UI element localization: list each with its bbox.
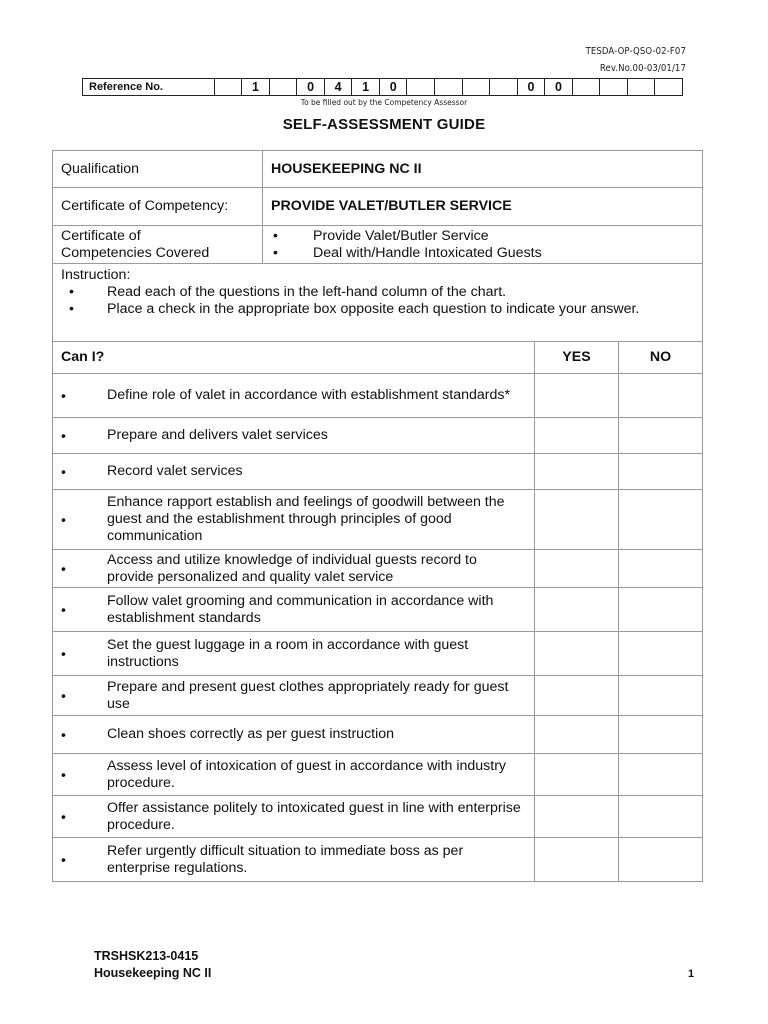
- revision-number: Rev.No.00-03/01/17: [599, 63, 686, 74]
- competencies-row: [53, 226, 703, 264]
- self-assessment-table: [52, 150, 703, 882]
- question-row: [53, 716, 703, 754]
- question-cell: [53, 676, 535, 716]
- bullet-icon: •: [61, 427, 66, 443]
- question-row: [53, 676, 703, 716]
- no-header: NO: [619, 342, 703, 374]
- checklist-body: [53, 374, 703, 882]
- yes-header: YES: [535, 342, 619, 374]
- no-checkbox-cell[interactable]: [619, 716, 703, 754]
- yes-checkbox-cell[interactable]: [535, 374, 619, 418]
- yes-checkbox-cell[interactable]: [535, 838, 619, 882]
- no-checkbox-cell[interactable]: [619, 754, 703, 796]
- document-code: TESDA-OP-QSO-02-F07: [585, 46, 686, 57]
- qualification-row: [53, 151, 703, 188]
- reference-number-table: [82, 78, 683, 96]
- competencies-list: [263, 226, 703, 264]
- bullet-icon: •: [61, 463, 66, 479]
- instruction-cell: [53, 264, 703, 342]
- yes-checkbox-cell[interactable]: [535, 418, 619, 454]
- yes-checkbox-cell[interactable]: [535, 632, 619, 676]
- can-i-header: Can I?: [53, 342, 535, 374]
- question-cell: [53, 796, 535, 838]
- reference-digit-cell[interactable]: 0: [297, 79, 325, 96]
- question-text: Prepare and present guest clothes appropriately ready for guest use: [107, 678, 509, 712]
- yes-checkbox-cell[interactable]: [535, 796, 619, 838]
- reference-digit-cell[interactable]: [269, 79, 297, 96]
- question-row: [53, 374, 703, 418]
- question-cell: [53, 454, 535, 490]
- no-checkbox-cell[interactable]: [619, 676, 703, 716]
- reference-digit-cell[interactable]: [572, 79, 600, 96]
- question-text: Enhance rapport establish and feelings of goodwill between the guest and the establishment through principles of good communication: [107, 494, 505, 544]
- competencies-label-line1: Certificate of: [61, 227, 141, 244]
- competency-item: • Provide Valet/Butler Service: [263, 228, 694, 245]
- yes-checkbox-cell[interactable]: [535, 550, 619, 588]
- qualification-value: HOUSEKEEPING NC II: [263, 151, 703, 188]
- reference-digit-cell[interactable]: 0: [517, 79, 545, 96]
- bullet-icon: •: [61, 645, 66, 661]
- instruction-heading: Instruction:: [61, 267, 131, 283]
- bullet-icon: •: [61, 808, 66, 824]
- question-row: [53, 588, 703, 632]
- reference-digit-cell[interactable]: 0: [545, 79, 573, 96]
- question-cell: [53, 490, 535, 550]
- reference-label: Reference No.: [83, 79, 215, 96]
- no-checkbox-cell[interactable]: [619, 374, 703, 418]
- no-checkbox-cell[interactable]: [619, 838, 703, 882]
- no-checkbox-cell[interactable]: [619, 632, 703, 676]
- instruction-item: • Place a check in the appropriate box opposite each question to indicate your answer.: [53, 301, 694, 318]
- question-row: [53, 454, 703, 490]
- reference-digit-cell[interactable]: 1: [352, 79, 380, 96]
- no-checkbox-cell[interactable]: [619, 490, 703, 550]
- reference-digit-cell[interactable]: 1: [242, 79, 270, 96]
- question-text: Assess level of intoxication of guest in accordance with industry procedure.: [107, 757, 507, 791]
- reference-digit-cell[interactable]: [655, 79, 683, 96]
- no-checkbox-cell[interactable]: [619, 550, 703, 588]
- reference-digit-cell[interactable]: [600, 79, 628, 96]
- instruction-row: [53, 264, 703, 342]
- no-checkbox-cell[interactable]: [619, 454, 703, 490]
- question-text: Access and utilize knowledge of individual guests record to provide personalized and quality valet service: [107, 551, 477, 585]
- question-text: Set the guest luggage in a room in accordance with guest instructions: [107, 636, 469, 670]
- question-text: Prepare and delivers valet services: [107, 427, 328, 443]
- reference-row: [83, 79, 683, 96]
- bullet-icon: •: [61, 601, 66, 617]
- question-row: [53, 490, 703, 550]
- reference-digit-cell[interactable]: [462, 79, 490, 96]
- bullet-icon: •: [61, 511, 66, 527]
- question-text: Define role of valet in accordance with establishment standards*: [107, 387, 510, 403]
- instruction-item: • Read each of the questions in the left-hand column of the chart.: [53, 284, 694, 301]
- page-number: 1: [688, 968, 695, 980]
- bullet-icon: •: [61, 387, 66, 403]
- question-cell: [53, 550, 535, 588]
- reference-digit-cell[interactable]: 4: [324, 79, 352, 96]
- certificate-row: [53, 188, 703, 226]
- no-checkbox-cell[interactable]: [619, 796, 703, 838]
- reference-digit-cell[interactable]: [407, 79, 435, 96]
- competencies-label: [53, 226, 263, 264]
- reference-digit-cell[interactable]: [435, 79, 463, 96]
- footer-qualification: Housekeeping NC II: [94, 966, 212, 980]
- question-text: Refer urgently difficult situation to immediate boss as per enterprise regulations.: [107, 842, 464, 876]
- yes-checkbox-cell[interactable]: [535, 454, 619, 490]
- question-row: [53, 550, 703, 588]
- competencies-label-line2: Competencies Covered: [61, 244, 210, 261]
- bullet-icon: •: [61, 851, 66, 867]
- reference-digit-cell[interactable]: [490, 79, 518, 96]
- yes-checkbox-cell[interactable]: [535, 716, 619, 754]
- question-row: [53, 838, 703, 882]
- page-title: SELF-ASSESSMENT GUIDE: [282, 116, 486, 133]
- question-row: [53, 418, 703, 454]
- reference-digit-cell[interactable]: [627, 79, 655, 96]
- checklist-header-row: [53, 342, 703, 374]
- yes-checkbox-cell[interactable]: [535, 588, 619, 632]
- bullet-icon: •: [61, 766, 66, 782]
- bullet-icon: •: [61, 687, 66, 703]
- footer-code: TRSHSK213-0415: [94, 949, 199, 963]
- question-text: Offer assistance politely to intoxicated guest in line with enterprise procedure.: [107, 799, 521, 833]
- qualification-label: Qualification: [53, 151, 263, 188]
- question-text: Follow valet grooming and communication in accordance with establishment standards: [107, 592, 494, 626]
- question-row: [53, 754, 703, 796]
- certificate-value: PROVIDE VALET/BUTLER SERVICE: [263, 188, 703, 226]
- question-cell: [53, 374, 535, 418]
- assessor-note: To be filled out by the Competency Assessor: [300, 98, 468, 107]
- certificate-label: Certificate of Competency:: [53, 188, 263, 226]
- question-row: [53, 632, 703, 676]
- question-cell: [53, 838, 535, 882]
- yes-checkbox-cell[interactable]: [535, 490, 619, 550]
- question-row: [53, 796, 703, 838]
- question-cell: [53, 588, 535, 632]
- no-checkbox-cell[interactable]: [619, 418, 703, 454]
- question-cell: [53, 632, 535, 676]
- bullet-icon: •: [61, 726, 66, 742]
- question-cell: [53, 716, 535, 754]
- bullet-icon: •: [61, 560, 66, 576]
- yes-checkbox-cell[interactable]: [535, 754, 619, 796]
- question-text: Clean shoes correctly as per guest instruction: [107, 726, 395, 742]
- yes-checkbox-cell[interactable]: [535, 676, 619, 716]
- question-cell: [53, 754, 535, 796]
- reference-digit-cell[interactable]: [214, 79, 242, 96]
- competency-item: • Deal with/Handle Intoxicated Guests: [263, 245, 694, 262]
- question-cell: [53, 418, 535, 454]
- reference-digit-cell[interactable]: 0: [379, 79, 407, 96]
- no-checkbox-cell[interactable]: [619, 588, 703, 632]
- question-text: Record valet services: [107, 463, 243, 479]
